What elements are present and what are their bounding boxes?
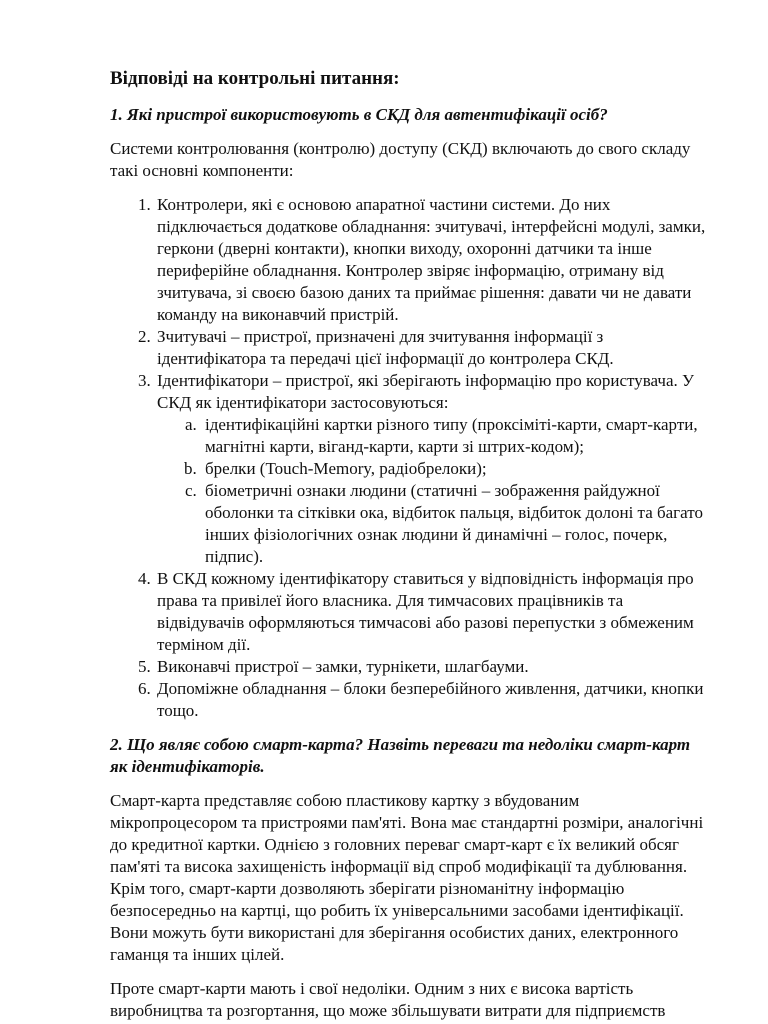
list-item: 5. Виконавчі пристрої – замки, турнікети, шлагбауми.: [155, 656, 708, 678]
list-item-text: Ідентифікатори – пристрої, які зберігають інформацію про користувача. У СКД як ідентифікатори застосовуються:: [157, 371, 695, 412]
list-item: 2. Зчитувачі – пристрої, призначені для зчитування інформації з ідентифікатора та передачі цієї інформації до контролера СКД.: [155, 326, 708, 370]
list-item: 4. В СКД кожному ідентифікатору ставиться у відповідність інформація про права та привілеї його власника. Для тимчасових працівників та відвідувачів оформляються тимчасові або разові перепустки з обмеженим терміном дії.: [155, 568, 708, 656]
question-2-title: 2. Що являє собою смарт-карта? Назвіть переваги та недоліки смарт-карт як ідентифікаторів.: [110, 735, 691, 776]
identifiers-sublist: [157, 414, 708, 568]
list-item: [155, 370, 708, 568]
list-item: 1. Контролери, які є основою апаратної частини системи. До них підключається додаткове обладнання: зчитувачі, інтерфейсні модулі, замки, геркони (дверні контакти), кнопки виходу, охоронні датчики та інше периферійне обладнання. Контролер звіряє інформацію, отриману від зчитувача, зі своєю базою даних та приймає рішення: давати чи не давати команду на виконавчий пристрій.: [155, 194, 708, 326]
page-heading: Відповіді на контрольні питання:: [110, 68, 400, 89]
components-list: [110, 194, 708, 722]
question-2-paragraph-1: Смарт-карта представляє собою пластикову картку з вбудованим мікропроцесором та пристроями пам'яті. Вона має стандартні розміри, аналогічні до кредитної картки. Однією з головних переваг смарт-карт є їх великий обсяг пам'яті та висока захищеність інформації від спроб модифікації та дублювання. Крім того, смарт-карти дозволяють зберігати різноманітну інформацію безпосередньо на картці, що робить їх універсальними засобами ідентифікації. Вони можуть бути використані для зберігання особистих даних, електронного гаманця та інших цілей.: [110, 791, 704, 964]
sublist-item: a. ідентифікаційні картки різного типу (проксіміті-карти, смарт-карти, магнітні карти, віганд-карти, карти зі штрих-кодом);: [201, 414, 708, 458]
question-1-intro: Системи контролювання (контролю) доступу (СКД) включають до свого складу такі основні компоненти:: [110, 139, 691, 180]
list-item: 6. Допоміжне обладнання – блоки безперебійного живлення, датчики, кнопки тощо.: [155, 678, 708, 722]
sublist-item: c. біометричні ознаки людини (статичні – зображення райдужної оболонки та сітківки ока, відбиток пальця, відбиток долоні та багато інших фізіологічних ознак людини й динамічні – голос, почерк, підпис).: [201, 480, 708, 568]
question-2-paragraph-2: Проте смарт-карти мають і свої недоліки. Одним з них є висока вартість виробництва та розгортання, що може збільшувати витрати для підприємств: [110, 979, 666, 1020]
question-1-title: 1. Які пристрої використовують в СКД для автентифікації осіб?: [110, 105, 608, 124]
sublist-item: b. брелки (Touch-Memory, радіобрелоки);: [201, 458, 708, 480]
